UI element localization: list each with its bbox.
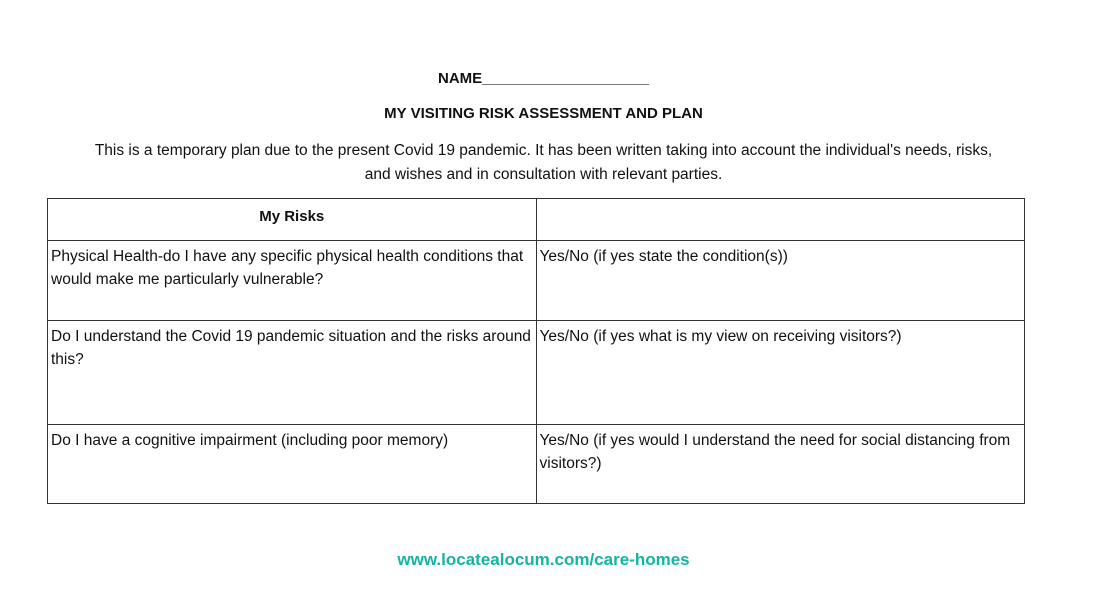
- risk-cell: Do I understand the Covid 19 pandemic situation and the risks around this?: [48, 321, 537, 425]
- header-my-risks: My Risks: [48, 199, 537, 241]
- risk-cell: Physical Health-do I have any specific physical health conditions that would make me particularly vulnerable?: [48, 241, 537, 321]
- risk-cell: Do I have a cognitive impairment (including poor memory): [48, 425, 537, 504]
- response-cell[interactable]: Yes/No (if yes would I understand the need for social distancing from visitors?): [536, 425, 1025, 504]
- table-header-row: [48, 199, 1025, 241]
- page-title: MY VISITING RISK ASSESSMENT AND PLAN: [384, 105, 703, 122]
- table-row: [48, 425, 1025, 504]
- name-field-label: NAME____________________: [437, 70, 649, 87]
- intro-text: [0, 139, 1097, 187]
- table-row: [48, 241, 1025, 321]
- response-cell[interactable]: Yes/No (if yes state the condition(s)): [536, 241, 1025, 321]
- response-cell[interactable]: Yes/No (if yes what is my view on receiving visitors?): [536, 321, 1025, 425]
- header-response: [536, 199, 1025, 241]
- intro-line: and wishes and in consultation with relevant parties.: [364, 166, 723, 183]
- intro-line: This is a temporary plan due to the present Covid 19 pandemic. It has been written taking into account the individual's needs, risks,: [94, 142, 993, 159]
- table-row: [48, 321, 1025, 425]
- footer-link[interactable]: www.locatealocum.com/care-homes: [397, 550, 690, 569]
- risk-table: [47, 198, 1025, 504]
